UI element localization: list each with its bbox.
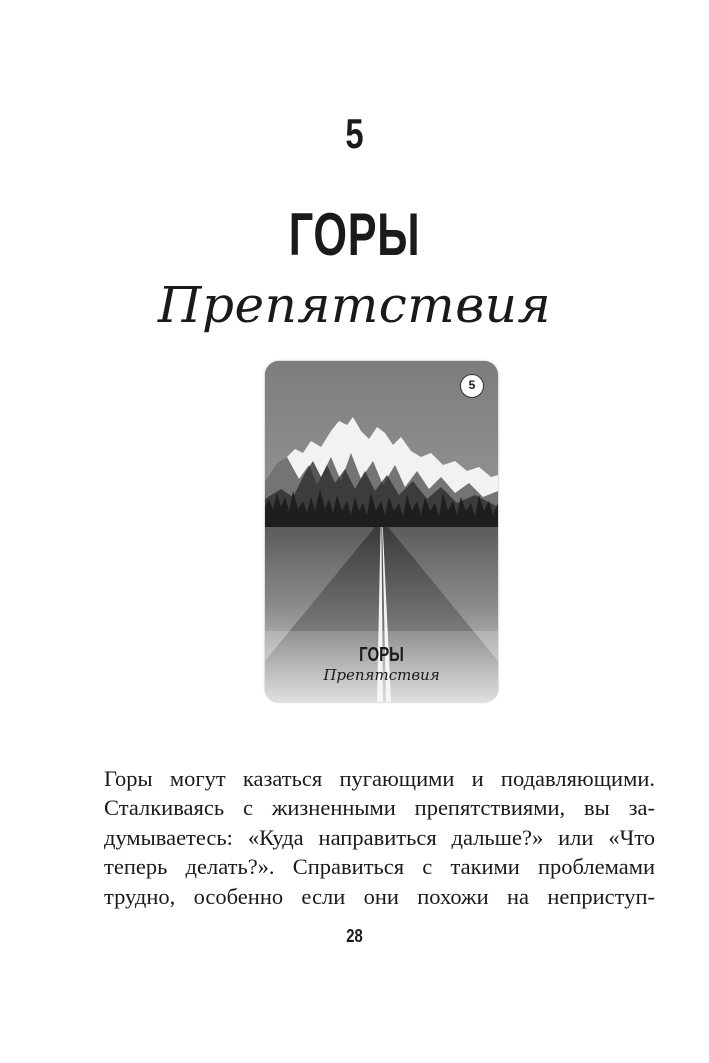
body-line: трудно, особенно если они похожи на неприступ- [104, 883, 655, 909]
body-line: теперь делать?». Справиться с такими проблемами [104, 854, 655, 880]
body-line: Горы могут казаться пугающими и подавляющими. [104, 766, 655, 791]
card-subtitle: Препятствия [323, 666, 440, 684]
page-number: 28 [346, 926, 363, 946]
card-number-badge: 5 [460, 374, 484, 398]
body-paragraph [104, 764, 655, 911]
body-line: думываетесь: «Куда направиться дальше?» или «Что [104, 824, 655, 850]
tarot-card-image [265, 361, 498, 702]
chapter-title: ГОРЫ [288, 201, 421, 268]
chapter-number: 5 [345, 110, 364, 157]
card-title: ГОРЫ [359, 644, 404, 666]
chapter-subtitle: Препятствия [157, 276, 552, 334]
body-line: Сталкиваясь с жизненными препятствиями, вы за- [104, 795, 655, 821]
